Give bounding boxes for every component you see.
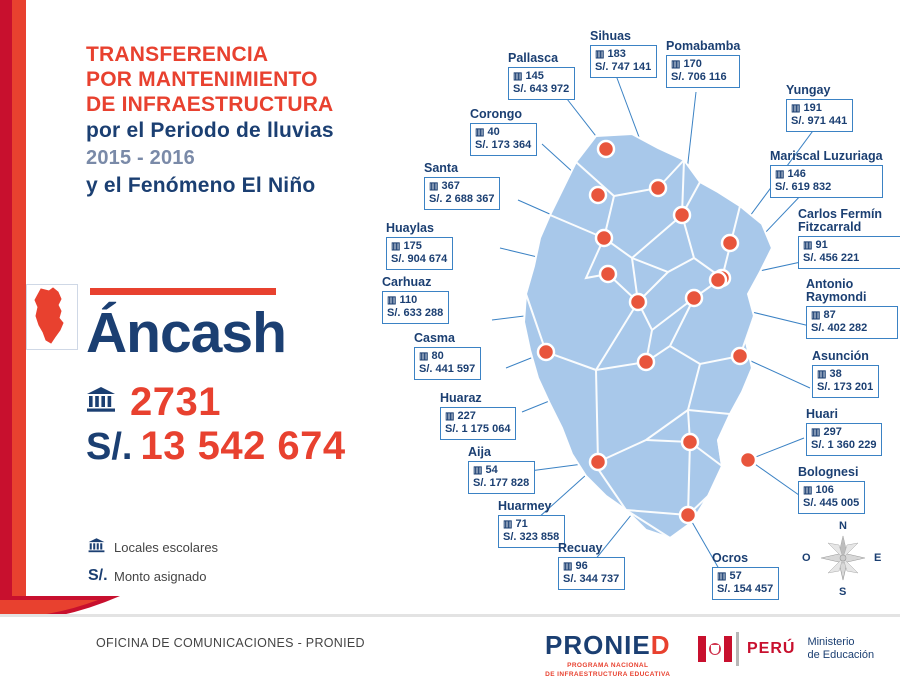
peru-outline-icon — [27, 285, 77, 349]
callout-schools: ▥ 110 — [387, 294, 418, 306]
legend — [88, 537, 218, 594]
callout-carlos-fermin-fitzcarrald[interactable] — [798, 208, 900, 269]
callout-name: Ocros — [712, 551, 749, 565]
compass-west: O — [802, 552, 811, 564]
callout-ocros[interactable] — [712, 552, 779, 600]
callout-mariscal-luzuriaga[interactable] — [770, 150, 883, 198]
compass-south: S — [839, 586, 847, 598]
callout-schools: ▥ 175 — [391, 240, 422, 252]
callout-schools: ▥ 96 — [563, 560, 588, 572]
callout-schools: ▥ 145 — [513, 70, 544, 82]
title-line-2: POR MANTENIMIENTO — [86, 68, 318, 91]
amount-stat-row — [86, 424, 346, 469]
callout-schools: ▥ 183 — [595, 48, 626, 60]
callout-amount: S/. 173 364 — [475, 139, 532, 151]
callout-name: Bolognesi — [798, 465, 859, 479]
callout-schools: ▥ 54 — [473, 464, 498, 476]
compass-rose — [800, 510, 886, 596]
callout-amount: S/. 1 360 229 — [811, 439, 877, 451]
callout-schools: ▥ 367 — [429, 180, 460, 192]
callout-amount: S/. 971 441 — [791, 115, 848, 127]
callout-name: Pallasca — [508, 51, 559, 65]
callout-pomabamba[interactable] — [666, 40, 740, 88]
callout-aija[interactable] — [468, 446, 535, 494]
pronied-wordmark: PRONIED — [545, 630, 671, 660]
compass-east: E — [874, 552, 882, 564]
callout-santa[interactable] — [424, 162, 500, 210]
callout-amount: S/. 747 141 — [595, 61, 652, 73]
minedu-line-2: de Educación — [807, 649, 875, 661]
region-name: Áncash — [86, 301, 286, 365]
callout-name: Sihuas — [590, 29, 631, 43]
title-line-1: TRANSFERENCIA — [86, 43, 269, 66]
callout-schools: ▥ 146 — [775, 168, 806, 180]
minedu-logo — [736, 632, 874, 666]
title-red-rule — [90, 288, 276, 295]
legend-label-schools: Locales escolares — [114, 540, 219, 555]
title-period: 2015 - 2016 — [86, 147, 195, 169]
callout-amount: S/. 402 282 — [811, 322, 868, 334]
soles-symbol: S/. — [88, 567, 108, 584]
bank-icon — [88, 537, 114, 558]
callout-schools: ▥ 191 — [791, 102, 822, 114]
callout-name: Carhuaz — [382, 275, 432, 289]
callout-schools: ▥ 227 — [445, 410, 476, 422]
schools-total: 2731 — [130, 380, 221, 424]
callout-name: Aija — [468, 445, 491, 459]
callout-amount: S/. 904 674 — [391, 253, 448, 265]
callout-name: Recuay — [558, 541, 603, 555]
callout-casma[interactable] — [414, 332, 481, 380]
callout-amount: S/. 441 597 — [419, 363, 476, 375]
callout-yungay[interactable] — [786, 84, 853, 132]
callout-schools: ▥ 80 — [419, 350, 444, 362]
callout-amount: S/. 154 457 — [717, 583, 774, 595]
callout-amount: S/. 643 972 — [513, 83, 570, 95]
pronied-logo — [545, 630, 670, 679]
callout-schools: ▥ 71 — [503, 518, 528, 530]
callout-antonio-raymondi[interactable] — [806, 278, 898, 339]
title-block — [86, 42, 416, 200]
footer-divider — [0, 614, 900, 617]
callout-schools: ▥ 297 — [811, 426, 842, 438]
callout-corongo[interactable] — [470, 108, 537, 156]
callout-name: Huarmey — [498, 499, 552, 513]
callout-schools: ▥ 38 — [817, 368, 842, 380]
callout-name: Huaylas — [386, 221, 434, 235]
callout-schools: ▥ 91 — [803, 239, 828, 251]
callout-sihuas[interactable] — [590, 30, 657, 78]
callout-amount: S/. 2 688 367 — [429, 193, 495, 205]
legend-item-amount — [88, 567, 218, 585]
callout-amount: S/. 619 832 — [775, 181, 832, 193]
callout-amount: S/. 1 175 064 — [445, 423, 511, 435]
callout-recuay[interactable] — [558, 542, 625, 590]
callout-schools: ▥ 40 — [475, 126, 500, 138]
callout-name: Huaraz — [440, 391, 482, 405]
callout-huaraz[interactable] — [440, 392, 516, 440]
callout-amount: S/. 445 005 — [803, 497, 860, 509]
callout-amount: S/. 456 221 — [803, 252, 860, 264]
callout-schools: ▥ 170 — [671, 58, 702, 70]
callout-name: Asunción — [812, 349, 869, 363]
callout-asuncion[interactable] — [812, 350, 879, 398]
bank-icon — [86, 385, 116, 420]
callout-name: Antonio Raymondi — [806, 277, 867, 304]
pronied-sub-1: PROGRAMA NACIONAL — [567, 662, 649, 669]
callout-name: Santa — [424, 161, 459, 175]
callout-name: Mariscal Luzuriaga — [770, 149, 883, 163]
callout-name: Pomabamba — [666, 39, 741, 53]
legend-label-amount: Monto asignado — [114, 568, 207, 584]
currency-symbol: S/. — [86, 426, 133, 468]
minedu-line-1: Ministerio — [807, 636, 855, 648]
callout-schools: ▥ 57 — [717, 570, 742, 582]
footer-office-text: OFICINA DE COMUNICACIONES - PRONIED — [96, 636, 365, 650]
callout-name: Carlos Fermín Fitzcarrald — [798, 207, 883, 234]
callout-name: Yungay — [786, 83, 831, 97]
schools-stat-row — [86, 380, 221, 425]
callout-huarmey[interactable] — [498, 500, 565, 548]
legend-item-schools — [88, 537, 218, 558]
title-line-4: por el Periodo de lluvias — [86, 119, 334, 142]
callout-amount: S/. 177 828 — [473, 477, 530, 489]
callout-huaylas[interactable] — [386, 222, 453, 270]
callout-amount: S/. 323 858 — [503, 531, 560, 543]
callout-name: Corongo — [470, 107, 523, 121]
callout-pallasca[interactable] — [508, 52, 575, 100]
minedu-divider — [736, 632, 739, 666]
callout-carhuaz[interactable] — [382, 276, 449, 324]
amount-total: 13 542 674 — [140, 424, 346, 468]
callout-amount: S/. 633 288 — [387, 307, 444, 319]
callout-schools: ▥ 87 — [811, 309, 836, 321]
callout-amount: S/. 173 201 — [817, 381, 874, 393]
compass-north: N — [839, 520, 847, 532]
peru-coat-of-arms-icon — [698, 634, 732, 664]
peru-locator-map — [26, 284, 78, 350]
callout-amount: S/. 706 116 — [671, 71, 727, 83]
callout-huari[interactable] — [806, 408, 882, 456]
title-line-6: y el Fenómeno El Niño — [86, 174, 316, 197]
callout-bolognesi[interactable] — [798, 466, 865, 514]
pronied-sub-2: DE INFRAESTRUCTURA EDUCATIVA — [545, 671, 671, 678]
title-line-3: DE INFRAESTRUCTURA — [86, 93, 334, 116]
callout-name: Huari — [806, 407, 838, 421]
callout-amount: S/. 344 737 — [563, 573, 620, 585]
minedu-peru: PERÚ — [747, 640, 796, 657]
callout-schools: ▥ 106 — [803, 484, 834, 496]
callout-name: Casma — [414, 331, 455, 345]
